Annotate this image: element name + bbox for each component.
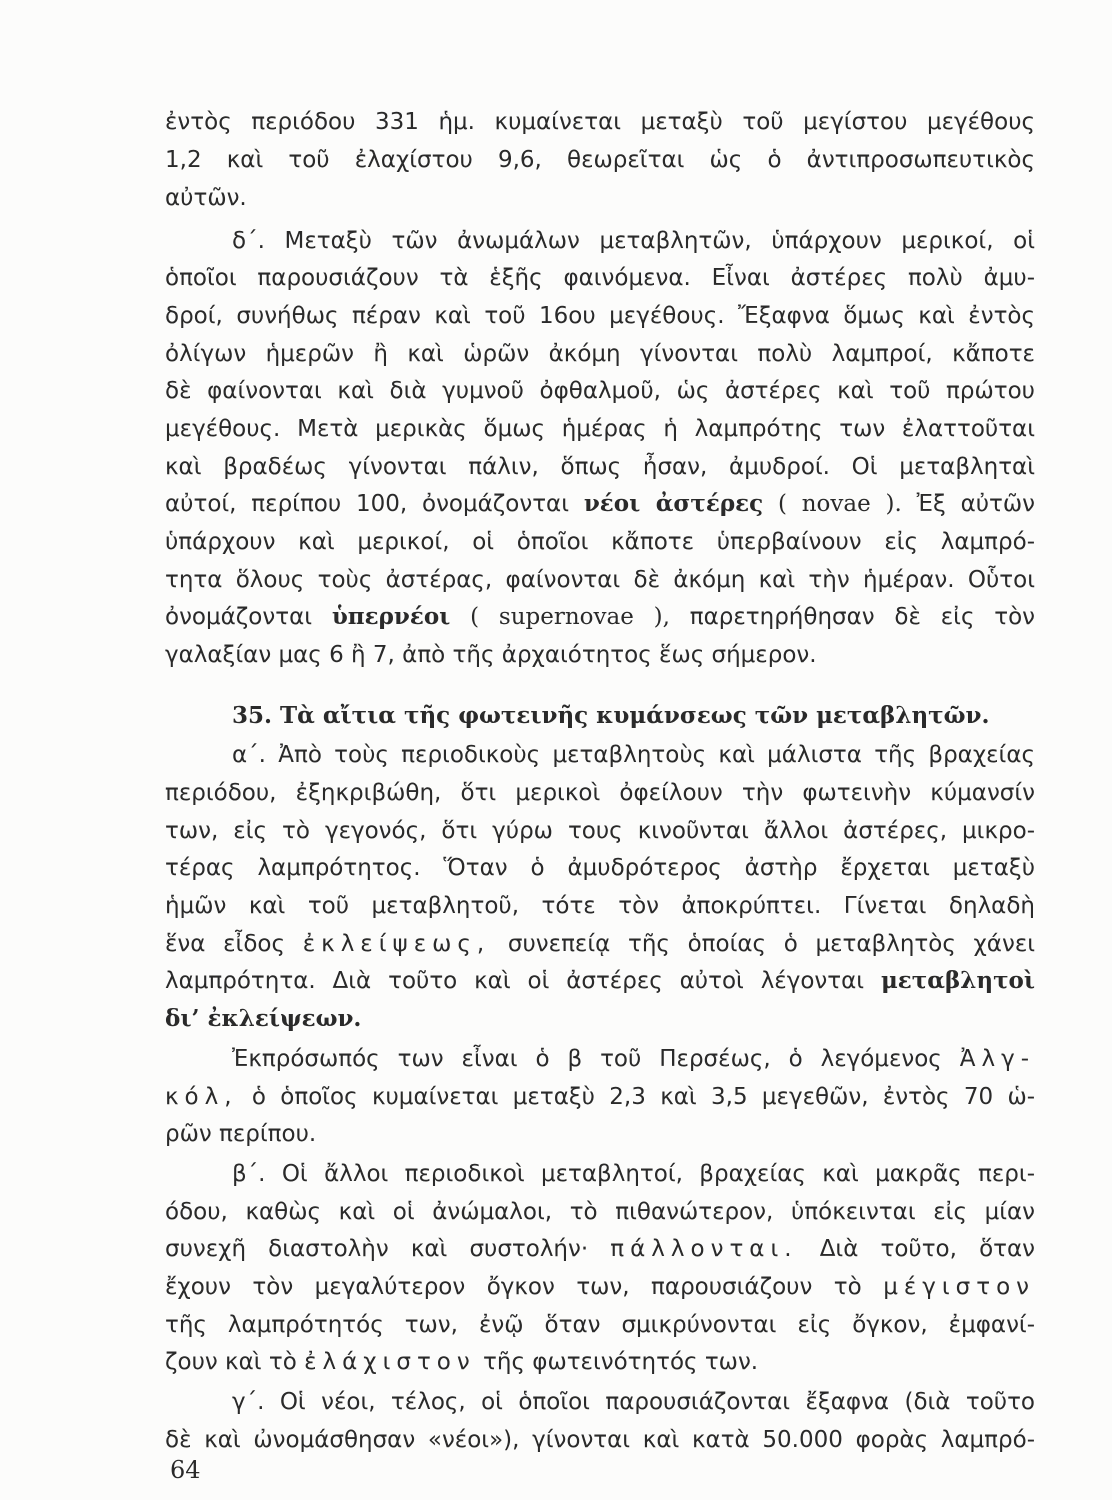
text-line: α΄. Ἀπὸ τοὺς περιοδικοὺς μεταβλητοὺς καὶ μάλιστα τῆς βραχείας — [232, 742, 1035, 768]
text-line: περιόδου, ἐξηκριβώθη, ὅτι μερικοὶ ὀφείλουν τὴν φωτεινὴν κύμανσίν — [165, 780, 1035, 806]
text-line: αὐτοί, περίπου 100, ὀνομάζονται νέοι ἀστέρες ( novae ). Ἐξ αὐτῶν — [165, 490, 1035, 517]
text-line: μεγέθους. Μετὰ μερικὰς ὅμως ἡμέρας ἡ λαμπρότης των ἐλαττοῦται — [165, 416, 1035, 442]
text-line: ὀνομάζονται ὑπερνέοι ( supernovae ), παρετηρήθησαν δὲ εἰς τὸν — [165, 603, 1035, 630]
spaced-term: μέγιστον — [883, 1274, 1035, 1300]
spaced-term: ἐλάχιστον — [304, 1349, 476, 1375]
text-line: ἕνα εἶδος ἐκλείψεως, συνεπείᾳ τῆς ὁποίας ὁ μεταβλητὸς χάνει — [165, 931, 1035, 957]
text-line: λαμπρότητα. Διὰ τοῦτο καὶ οἱ ἀστέρες αὐτοὶ λέγονται μεταβλητοὶ — [165, 967, 1035, 994]
text-line: ρῶν περίπου. — [165, 1121, 317, 1147]
text-line: ὑπάρχουν καὶ μερικοί, οἱ ὁποῖοι κἄποτε ὑπερβαίνουν εἰς λαμπρό- — [165, 529, 1035, 555]
text-line: β΄. Οἱ ἄλλοι περιοδικοὶ μεταβλητοί, βραχείας καὶ μακρᾶς περι- — [232, 1161, 1035, 1187]
text-line: ὀλίγων ἡμερῶν ἢ καὶ ὡρῶν ἀκόμη γίνονται πολὺ λαμπροί, κἄποτε — [165, 341, 1035, 367]
text-line: δὲ φαίνονται καὶ διὰ γυμνοῦ ὀφθαλμοῦ, ὡς ἀστέρες καὶ τοῦ πρώτου — [165, 378, 1035, 404]
text-line: δὲ καὶ ὠνομάσθησαν «νέοι»), γίνονται καὶ κατὰ 50.000 φορὰς λαμπρό- — [165, 1427, 1035, 1453]
text-line: ἡμῶν καὶ τοῦ μεταβλητοῦ, τότε τὸν ἀποκρύπτει. Γίνεται δηλαδὴ — [165, 893, 1035, 919]
text-line: κόλ, ὁ ὁποῖος κυμαίνεται μεταξὺ 2,3 καὶ 3,5 μεγεθῶν, ἐντὸς 70 ὡ- — [165, 1084, 1035, 1110]
text-line: γαλαξίαν μας 6 ἢ 7, ἀπὸ τῆς ἀρχαιότητος ἕως σήμερον. — [165, 642, 817, 668]
text-line: ὁποῖοι παρουσιάζουν τὰ ἑξῆς φαινόμενα. Εἶναι ἀστέρες πολὺ ἀμυ- — [165, 265, 1035, 291]
text-line: τῆς λαμπρότητός των, ἐνῷ ὅταν σμικρύνονται εἰς ὄγκον, ἐμφανί- — [165, 1312, 1035, 1338]
text-line: δροί, συνήθως πέραν καὶ τοῦ 16ου μεγέθους. Ἔξαφνα ὅμως καὶ ἐντὸς — [165, 303, 1035, 329]
text-line: Ἐκπρόσωπός των εἶναι ὁ β τοῦ Περσέως, ὁ λεγόμενος Ἀλγ- — [232, 1046, 1035, 1072]
spaced-term: πάλλονται. — [610, 1236, 798, 1262]
spaced-term: Ἀλγ- — [959, 1046, 1035, 1072]
spaced-term: κόλ, — [165, 1084, 238, 1110]
text-line: συνεχῆ διαστολὴν καὶ συστολήν· πάλλονται. Διὰ τοῦτο, ὅταν — [165, 1236, 1035, 1262]
text-line: 1,2 καὶ τοῦ ἐλαχίστου 9,6, θεωρεῖται ὡς ὁ ἀντιπροσωπευτικὸς — [165, 147, 1035, 173]
text-line: δ΄. Μεταξὺ τῶν ἀνωμάλων μεταβλητῶν, ὑπάρχουν μερικοί, οἱ — [232, 228, 1035, 254]
text-line: των, εἰς τὸ γεγονός, ὅτι γύρω τους κινοῦνται ἄλλοι ἀστέρες, μικρο- — [165, 818, 1035, 844]
page-number: 64 — [170, 1456, 201, 1484]
text-line: ἐντὸς περιόδου 331 ἡμ. κυμαίνεται μεταξὺ τοῦ μεγίστου μεγέθους — [165, 109, 1035, 135]
text-line: γ΄. Οἱ νέοι, τέλος, οἱ ὁποῖοι παρουσιάζονται ἔξαφνα (διὰ τοῦτο — [232, 1389, 1035, 1415]
text-line: ἔχουν τὸν μεγαλύτερον ὄγκον των, παρουσιάζουν τὸ μέγιστον — [165, 1274, 1035, 1300]
section-heading-35: 35. Τὰ αἴτια τῆς φωτεινῆς κυμάνσεως τῶν μεταβλητῶν. — [232, 702, 990, 729]
text-line: τητα ὅλους τοὺς ἀστέρας, φαίνονται δὲ ἀκόμη καὶ τὴν ἡμέραν. Οὗτοι — [165, 567, 1035, 593]
text-line: αὐτῶν. — [165, 185, 247, 211]
spaced-term: ἐκλείψεως, — [302, 931, 491, 957]
term-novae-greek: νέοι ἀστέρες — [583, 490, 764, 517]
text-line: καὶ βραδέως γίνονται πάλιν, ὅπως ἦσαν, ἀμυδροί. Οἱ μεταβληταὶ — [165, 454, 1035, 480]
term-eclipsing: μεταβλητοὶ — [880, 967, 1035, 994]
term-supernovae-greek: ὑπερνέοι — [331, 603, 451, 630]
text-line: όδου, καθὼς καὶ οἱ ἀνώμαλοι, τὸ πιθανώτερον, ὑπόκεινται εἰς μίαν — [165, 1199, 1035, 1225]
text-line: ζουν καὶ τὸ ἐλάχιστον τῆς φωτεινότητός των. — [165, 1349, 759, 1375]
text-line: τέρας λαμπρότητος. Ὅταν ὁ ἀμυδρότερος ἀστὴρ ἔρχεται μεταξὺ — [165, 855, 1035, 881]
text-line: δι’ ἐκλείψεων. — [165, 1005, 362, 1032]
